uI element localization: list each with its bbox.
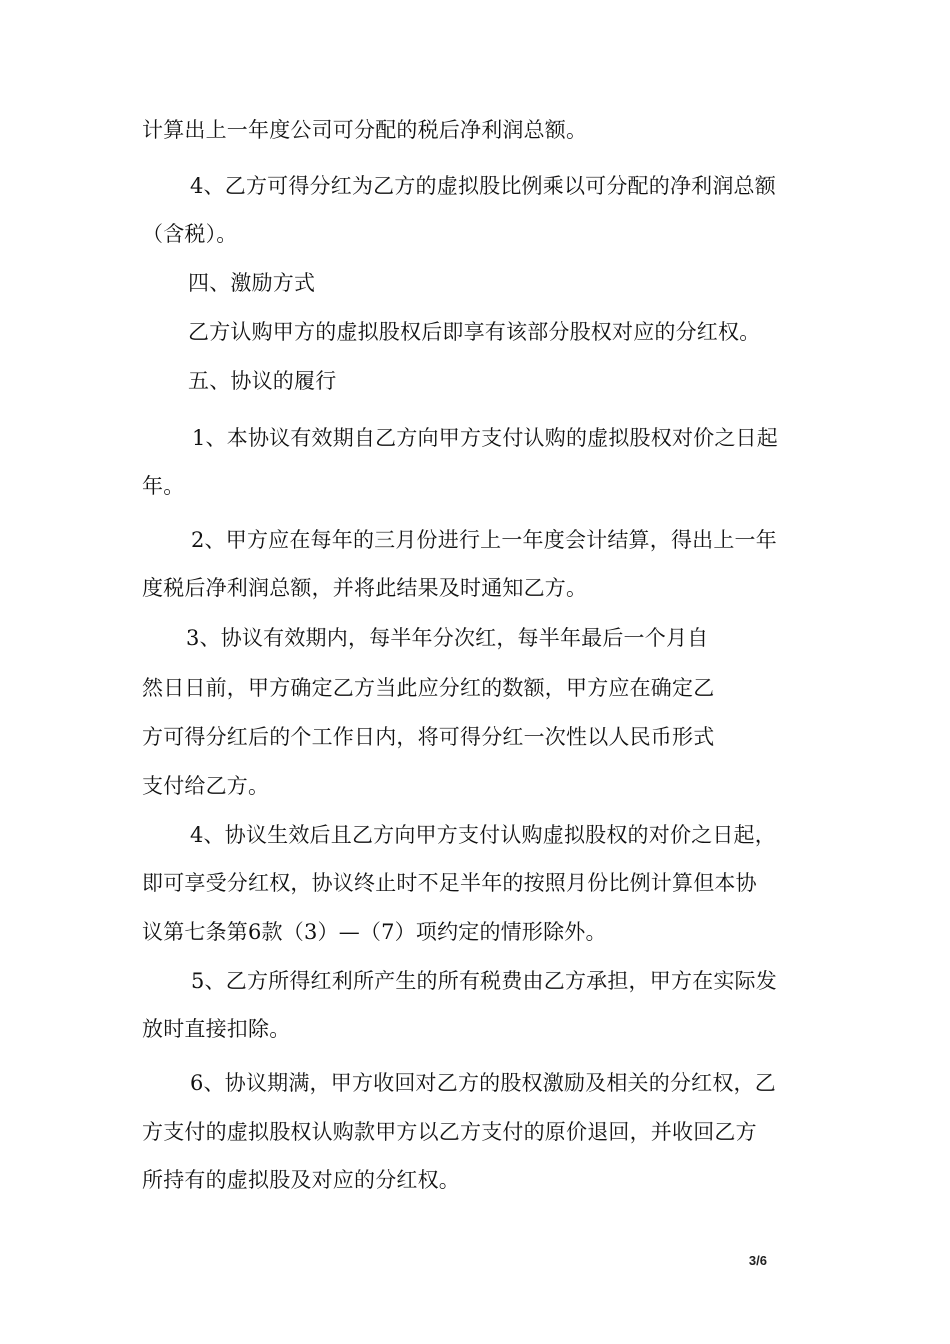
paragraph-line: 度税后净利润总额，并将此结果及时通知乙方。 <box>142 576 588 600</box>
paragraph-line: 2、甲方应在每年的三月份进行上一年度会计结算，得出上一年 <box>191 528 777 552</box>
paragraph-line: 5、乙方所得红利所产生的所有税费由乙方承担，甲方在实际发 <box>191 969 777 993</box>
paragraph-line: 方可得分红后的个工作日内，将可得分红一次性以人民币形式 <box>142 725 715 749</box>
paragraph-line: 即可享受分红权，协议终止时不足半年的按照月份比例计算但本协 <box>142 871 757 895</box>
paragraph-line: 计算出上一年度公司可分配的税后净利润总额。 <box>142 118 588 142</box>
paragraph-line: 6、协议期满，甲方收回对乙方的股权激励及相关的分红权，乙 <box>190 1071 776 1095</box>
paragraph-line: 年。 <box>142 474 185 498</box>
paragraph-line: 1、本协议有效期自乙方向甲方支付认购的虚拟股权对价之日起 <box>192 426 778 450</box>
page-number: 3/6 <box>748 1253 767 1268</box>
paragraph-line: 4、乙方可得分红为乙方的虚拟股比例乘以可分配的净利润总额 <box>190 174 776 198</box>
paragraph-line: 然日日前，甲方确定乙方当此应分红的数额，甲方应在确定乙 <box>142 676 715 700</box>
paragraph-line: 支付给乙方。 <box>142 774 270 798</box>
paragraph-line: 议第七条第6款（3）—（7）项约定的情形除外。 <box>142 920 607 944</box>
section-heading: 四、激励方式 <box>188 271 316 295</box>
paragraph-line: 方支付的虚拟股权认购款甲方以乙方支付的原价退回，并收回乙方 <box>142 1120 757 1144</box>
paragraph-line: 4、协议生效后且乙方向甲方支付认购虚拟股权的对价之日起， <box>190 823 776 847</box>
paragraph-line: 乙方认购甲方的虚拟股权后即享有该部分股权对应的分红权。 <box>188 320 761 344</box>
section-heading: 五、协议的履行 <box>188 369 337 393</box>
paragraph-line: 3、协议有效期内，每半年分次红，每半年最后一个月自 <box>186 626 709 650</box>
paragraph-line: （含税）。 <box>142 222 238 246</box>
paragraph-line: 放时直接扣除。 <box>142 1017 291 1041</box>
paragraph-line: 所持有的虚拟股及对应的分红权。 <box>142 1168 460 1192</box>
